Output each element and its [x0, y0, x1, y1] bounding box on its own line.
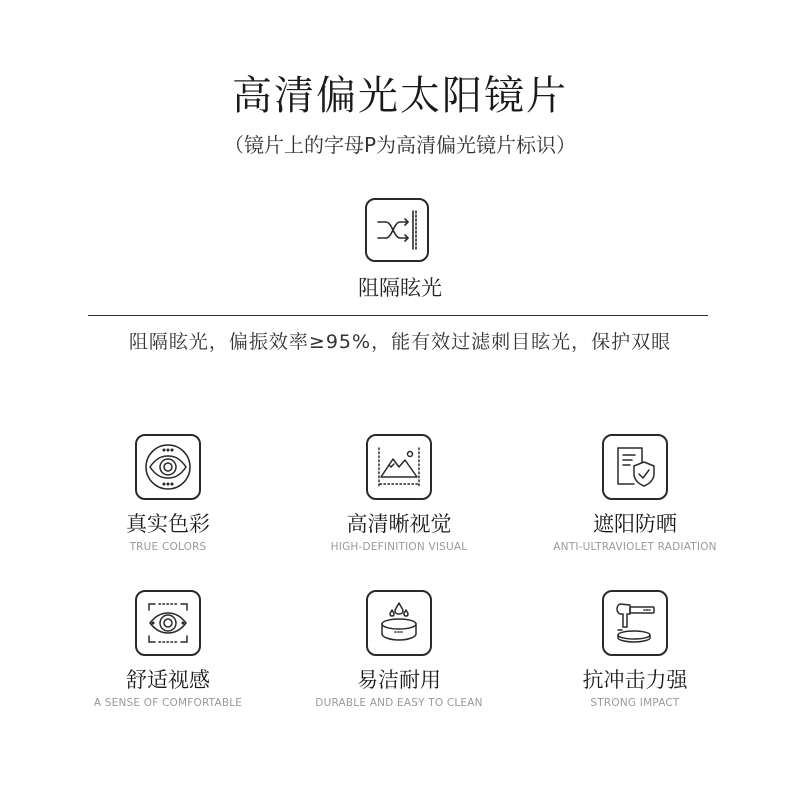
feature-title: 真实色彩	[126, 512, 210, 536]
feature-description: 阻隔眩光，偏振效率≥95%，能有效过滤刺目眩光，保护双眼	[128, 331, 672, 353]
feature-subtitle: ANTI-ULTRAVIOLET RADIATION	[553, 541, 717, 553]
feature-title: 高清晰视觉	[346, 512, 452, 536]
shield-document-icon	[602, 434, 668, 500]
water-drop-lens-icon	[366, 590, 432, 656]
feature-comfortable	[48, 590, 288, 711]
eye-focus-icon	[135, 590, 201, 656]
feature-hd-visual	[279, 434, 519, 555]
feature-subtitle: DURABLE AND EASY TO CLEAN	[315, 697, 483, 709]
hammer-lens-icon	[602, 590, 668, 656]
feature-title: 遮阳防晒	[593, 512, 677, 536]
feature-label: 阻隔眩光	[358, 276, 442, 300]
feature-title: 易洁耐用	[357, 668, 441, 692]
feature-subtitle: STRONG IMPACT	[590, 697, 680, 709]
divider	[88, 315, 708, 316]
shuffle-polarize-icon	[365, 198, 429, 262]
feature-easy-clean	[279, 590, 519, 711]
mountain-icon	[366, 434, 432, 500]
feature-subtitle: TRUE COLORS	[129, 541, 207, 553]
feature-title: 舒适视感	[126, 668, 210, 692]
page-title: 高清偏光太阳镜片	[232, 73, 568, 119]
feature-title: 抗冲击力强	[582, 668, 688, 692]
feature-impact	[515, 590, 755, 711]
feature-anti-uv	[515, 434, 755, 555]
page-subtitle: （镜片上的字母P为高清偏光镜片标识）	[223, 133, 577, 157]
feature-subtitle: A SENSE OF COMFORTABLE	[93, 697, 243, 709]
eye-icon	[135, 434, 201, 500]
feature-true-colors	[48, 434, 288, 555]
feature-subtitle: HIGH-DEFINITION VISUAL	[330, 541, 468, 553]
